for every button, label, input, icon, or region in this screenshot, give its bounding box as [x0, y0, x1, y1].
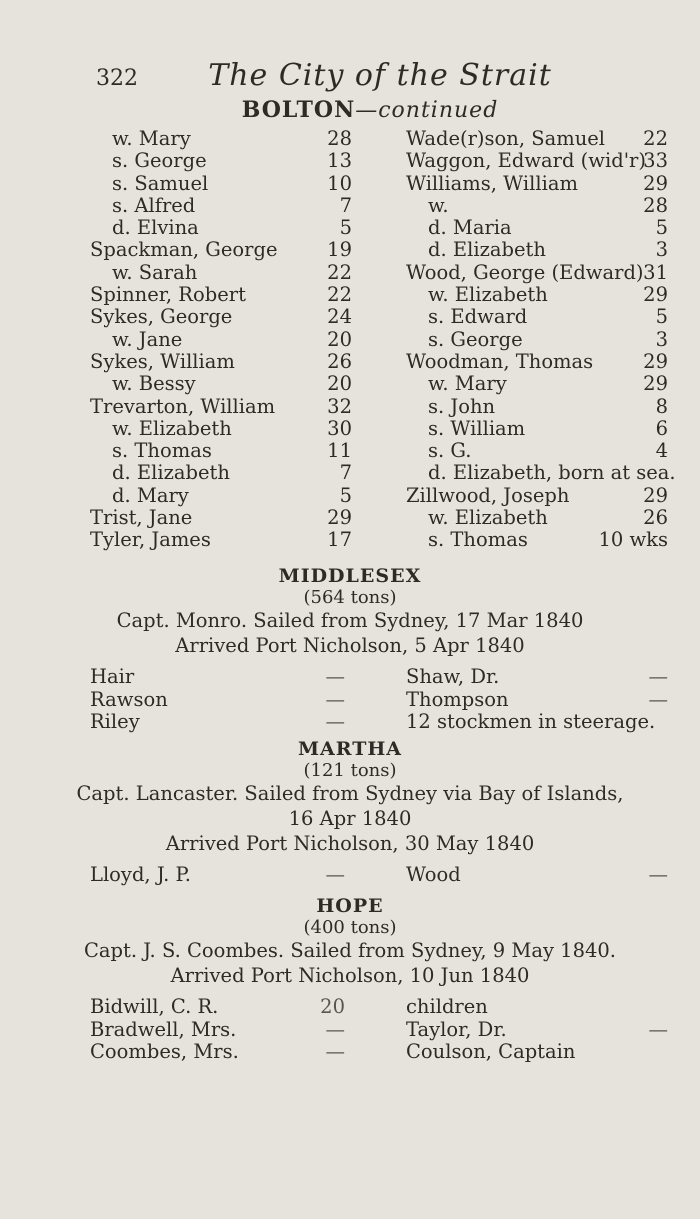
passenger-age: 5 [655, 305, 668, 329]
list-item [406, 864, 668, 887]
passenger-age: 24 [327, 305, 352, 329]
passenger-value: — [325, 687, 345, 711]
hope-left-list [90, 996, 345, 1064]
passenger-name: s. Alfred [112, 193, 196, 217]
passenger-name: d. Elvina [112, 216, 199, 240]
passenger-name: Rawson [90, 687, 168, 711]
list-item [406, 329, 668, 351]
list-item [406, 711, 668, 734]
ship-tons-middlesex: (564 tons) [303, 587, 397, 608]
ship-sailed-middlesex: Capt. Monro. Sailed from Sydney, 17 Mar 1840 [116, 609, 584, 632]
list-item [90, 128, 352, 150]
passenger-name: s. Samuel [112, 171, 209, 195]
middlesex-header [0, 565, 700, 658]
passenger-age: 33 [643, 149, 668, 173]
passenger-name: Spackman, George [90, 238, 278, 262]
list-item [90, 418, 352, 440]
bolton-right-column [406, 127, 676, 552]
list-item [90, 996, 345, 1019]
list-item [90, 351, 352, 373]
page-number: 322 [96, 66, 138, 91]
passenger-value: — [325, 665, 345, 688]
list-item [90, 150, 352, 172]
passenger-name: d. Mary [112, 483, 189, 507]
passenger-name: children [406, 995, 488, 1018]
passenger-age: 32 [327, 394, 352, 418]
passenger-age: 26 [327, 349, 352, 373]
ship-arrived-hope: Arrived Port Nicholson, 10 Jun 1840 [170, 964, 530, 987]
passenger-name: d. Elizabeth [112, 461, 230, 485]
passenger-value: — [325, 1040, 345, 1063]
passenger-age: 4 [655, 439, 668, 463]
passenger-name: w. Elizabeth [428, 283, 548, 307]
passenger-age: 8 [655, 394, 668, 418]
passenger-age: 19 [327, 238, 352, 262]
list-item [90, 173, 352, 195]
list-item [406, 461, 676, 485]
list-item [406, 217, 668, 239]
passenger-name: s. Edward [428, 305, 528, 329]
passenger-age: 31 [643, 260, 668, 284]
passenger-value: — [648, 687, 668, 711]
passenger-value: — [325, 710, 345, 733]
passenger-name: Trist, Jane [90, 506, 193, 530]
list-item [406, 128, 668, 150]
passenger-value: — [325, 863, 345, 886]
list-item [406, 173, 668, 195]
list-item [90, 689, 345, 712]
passenger-name: Bidwill, C. R. [90, 995, 219, 1018]
passenger-name: s. William [428, 416, 526, 440]
passenger-age: 10 wks [598, 528, 668, 552]
list-item [406, 396, 668, 418]
passenger-name: Wade(r)son, Samuel [406, 127, 606, 150]
middlesex-left-list [90, 666, 345, 734]
section-title-suffix: —continued [355, 98, 499, 123]
list-item [90, 462, 352, 484]
list-item [90, 195, 352, 217]
ship-tons-martha: (121 tons) [303, 760, 397, 781]
passenger-age: 29 [643, 283, 668, 307]
list-item [90, 239, 352, 261]
passenger-name: Bradwell, Mrs. [90, 1017, 237, 1041]
passenger-age: 3 [655, 238, 668, 262]
passenger-value: — [648, 863, 668, 886]
passenger-age: 29 [643, 483, 668, 507]
passenger-name: Shaw, Dr. [406, 665, 500, 688]
passenger-name: Sykes, George [90, 305, 233, 329]
list-item [90, 507, 352, 529]
ship-sailed-hope: Capt. J. S. Coombes. Sailed from Sydney, 9 May 1840. [83, 939, 616, 962]
ship-tons-hope: (400 tons) [303, 917, 397, 938]
list-item [90, 485, 352, 507]
passenger-age: 17 [327, 528, 352, 552]
passenger-name: w. Sarah [112, 260, 198, 284]
list-item [406, 507, 668, 529]
martha-left-list [90, 864, 345, 887]
list-item [406, 306, 668, 328]
list-item [406, 351, 668, 373]
passenger-name: Lloyd, J. P. [90, 863, 191, 886]
ship-arrived-middlesex: Arrived Port Nicholson, 5 Apr 1840 [175, 634, 525, 657]
list-item [406, 529, 668, 551]
list-item [406, 418, 668, 440]
passenger-age: 7 [339, 193, 352, 217]
passenger-name: s. Thomas [428, 528, 528, 552]
passenger-value: — [648, 665, 668, 688]
passenger-age: 3 [655, 327, 668, 351]
martha-header [0, 738, 700, 856]
passenger-age: 6 [655, 416, 668, 440]
passenger-age: 29 [643, 372, 668, 396]
list-item [90, 440, 352, 462]
list-item [406, 284, 668, 306]
list-item [406, 239, 668, 261]
list-item [406, 996, 668, 1019]
passenger-value: — [325, 1017, 345, 1041]
passenger-value: — [648, 1017, 668, 1041]
passenger-name: Woodman, Thomas [406, 349, 594, 373]
passenger-age: 28 [327, 127, 352, 150]
passenger-age: 30 [327, 416, 352, 440]
passenger-age: 29 [327, 506, 352, 530]
passenger-age: 5 [339, 216, 352, 240]
passenger-name: w. Bessy [112, 372, 196, 396]
passenger-age: 13 [327, 149, 352, 173]
running-title: The City of the Strait [208, 58, 552, 93]
passenger-age: 29 [643, 349, 668, 373]
list-item [90, 396, 352, 418]
passenger-name: Hair [90, 665, 135, 688]
passenger-name: Thompson [406, 687, 509, 711]
passenger-age: 28 [643, 193, 668, 217]
passenger-name: s. Thomas [112, 439, 212, 463]
list-item [406, 666, 668, 689]
martha-right-list [406, 864, 668, 887]
passenger-name: Zillwood, Joseph [406, 483, 570, 507]
list-item [406, 485, 668, 507]
list-item [406, 689, 668, 712]
list-item [406, 195, 668, 217]
passenger-name: d. Elizabeth, born at sea. [428, 461, 676, 485]
list-item [90, 1041, 345, 1064]
passenger-name: s. George [112, 149, 207, 173]
passenger-name: Waggon, Edward (wid'r) [406, 149, 646, 173]
passenger-name: w. [428, 193, 449, 217]
ship-sailed-martha-2: 16 Apr 1840 [288, 807, 412, 830]
passenger-age: 22 [327, 260, 352, 284]
passenger-name: w. Jane [112, 327, 183, 351]
passenger-name: Wood, George (Edward) [406, 260, 644, 284]
ship-sailed-martha-1: Capt. Lancaster. Sailed from Sydney via Bay of Islands, [76, 782, 624, 805]
passenger-name: Wood [406, 863, 461, 886]
passenger-name: w. Mary [112, 127, 191, 150]
list-item [90, 284, 352, 306]
passenger-name: Coombes, Mrs. [90, 1040, 239, 1063]
middlesex-right-list [406, 666, 668, 734]
passenger-age: 22 [643, 127, 668, 150]
ship-arrived-martha: Arrived Port Nicholson, 30 May 1840 [165, 832, 535, 855]
list-item [90, 217, 352, 239]
passenger-name: Tyler, James [90, 528, 211, 552]
list-item [90, 529, 352, 551]
list-item [90, 262, 352, 284]
ship-name-martha: MARTHA [297, 738, 403, 760]
section-title-text: BOLTON [241, 97, 356, 123]
passenger-name: w. Elizabeth [428, 506, 548, 530]
list-item [90, 373, 352, 395]
list-item [90, 711, 345, 734]
list-item [406, 440, 668, 462]
passenger-name: Sykes, William [90, 349, 235, 373]
list-item [90, 1019, 345, 1042]
hope-header [0, 895, 700, 988]
passenger-name: w. Mary [428, 372, 507, 396]
list-item [90, 666, 345, 689]
list-item [406, 1041, 668, 1064]
passenger-name: Spinner, Robert [90, 283, 246, 307]
passenger-age: 20 [327, 372, 352, 396]
section-title [0, 97, 700, 123]
bolton-left-column [90, 128, 352, 552]
passenger-age: 5 [655, 216, 668, 240]
passenger-name: d. Maria [428, 216, 512, 240]
passenger-age: 22 [327, 283, 352, 307]
list-item [406, 373, 668, 395]
passenger-age: 29 [643, 171, 668, 195]
list-item [406, 262, 668, 284]
passenger-name: Coulson, Captain [406, 1040, 576, 1063]
passenger-name: d. Elizabeth [428, 238, 546, 262]
hope-right-list [406, 996, 668, 1064]
passenger-age: 11 [327, 439, 352, 463]
passenger-age: 7 [339, 461, 352, 485]
passenger-age: 10 [327, 171, 352, 195]
passenger-name: Riley [90, 710, 140, 733]
list-item [90, 329, 352, 351]
passenger-name: 12 stockmen in steerage. [406, 710, 656, 733]
list-item [406, 150, 668, 172]
passenger-name: s. John [428, 394, 496, 418]
ship-name-middlesex: MIDDLESEX [278, 565, 422, 587]
list-item [90, 864, 345, 887]
passenger-age: 26 [643, 506, 668, 530]
passenger-age: 20 [327, 327, 352, 351]
passenger-name: s. George [428, 327, 523, 351]
passenger-age: 5 [339, 483, 352, 507]
ship-name-hope: HOPE [316, 895, 384, 917]
passenger-name: w. Elizabeth [112, 416, 232, 440]
passenger-value: 20 [320, 995, 345, 1018]
list-item [90, 306, 352, 328]
passenger-name: Williams, William [406, 171, 578, 195]
list-item [406, 1019, 668, 1042]
passenger-name: s. G. [428, 439, 472, 463]
passenger-name: Trevarton, William [90, 394, 276, 418]
passenger-name: Taylor, Dr. [406, 1017, 507, 1041]
